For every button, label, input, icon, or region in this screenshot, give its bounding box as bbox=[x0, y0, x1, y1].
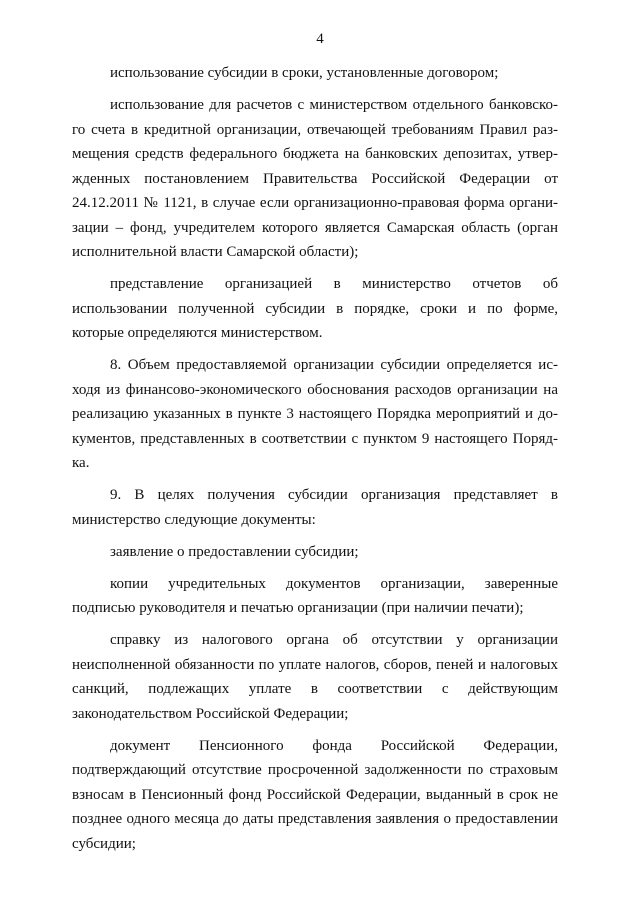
paragraph-line: субсидии; bbox=[72, 835, 136, 852]
paragraph-line: взносам в Пенсионный фонд Российской Федерации, выданный в срок не bbox=[72, 786, 558, 803]
paragraph-line: министерство следующие документы: bbox=[72, 511, 316, 528]
paragraph-line: использование для расчетов с министерством отдельного банковско- bbox=[110, 97, 558, 113]
page-number: 4 bbox=[316, 31, 324, 47]
paragraph bbox=[72, 628, 558, 726]
paragraph-line: копии учредительных документов организации, заверенные bbox=[110, 575, 558, 592]
paragraph-line: подтверждающий отсутствие просроченной задолженности по страховым bbox=[72, 762, 558, 778]
paragraph-line: го счета в кредитной организации, отвечающей требованиям Правил раз- bbox=[72, 121, 558, 138]
paragraph-line: зации – фонд, учредителем которого является Самарская область (орган bbox=[72, 219, 558, 236]
paragraph-line: ка. bbox=[72, 455, 90, 471]
paragraph bbox=[72, 353, 558, 476]
paragraph-line: исполнительной власти Самарской области); bbox=[72, 244, 359, 260]
paragraph-line: позднее одного месяца до даты представления заявления о предоставлении bbox=[72, 811, 558, 827]
paragraph-line: жденных постановлением Правительства Российской Федерации от bbox=[72, 170, 558, 187]
paragraph-line: неисполненной обязанности по уплате налогов, сборов, пеней и налоговых bbox=[72, 656, 558, 673]
paragraph-line: заявление о предоставлении субсидии; bbox=[110, 543, 359, 560]
paragraph-line: кументов, представленных в соответствии с пунктом 9 настоящего Поряд- bbox=[72, 430, 558, 447]
paragraph-line: подписью руководителя и печатью организации (при наличии печати); bbox=[72, 600, 524, 616]
paragraph bbox=[72, 483, 558, 532]
paragraph-line: 24.12.2011 № 1121, в случае если организационно-правовая форма органи- bbox=[72, 195, 558, 211]
paragraph bbox=[72, 61, 558, 86]
paragraph-line: ходя из финансово-экономического обоснования расходов организации на bbox=[72, 381, 558, 398]
paragraph-line: мещения средств федерального бюджета на банковских депозитах, утвер- bbox=[72, 146, 558, 162]
paragraph-line: представление организацией в министерство отчетов об bbox=[110, 276, 558, 292]
document-body bbox=[72, 61, 558, 864]
paragraph bbox=[72, 272, 558, 346]
paragraph bbox=[72, 572, 558, 621]
paragraph-line: санкций, подлежащих уплате в соответствии с действующим bbox=[72, 681, 558, 697]
paragraph bbox=[72, 540, 558, 565]
paragraph-line: законодательством Российской Федерации; bbox=[72, 705, 349, 722]
paragraph-line: использовании полученной субсидии в порядке, сроки и по форме, bbox=[72, 300, 558, 317]
paragraph-line: документ Пенсионного фонда Российской Федерации, bbox=[110, 737, 558, 754]
paragraph-line: реализацию указанных в пункте 3 настоящего Порядка мероприятий и до- bbox=[72, 406, 558, 422]
paragraph-line: 8. Объем предоставляемой организации субсидии определяется ис- bbox=[110, 357, 558, 373]
paragraph-line: справку из налогового органа об отсутствии у организации bbox=[110, 632, 558, 648]
paragraph bbox=[72, 734, 558, 857]
paragraph-line: использование субсидии в сроки, установленные договором; bbox=[110, 65, 499, 81]
paragraph-line: 9. В целях получения субсидии организация представляет в bbox=[110, 487, 558, 503]
paragraph bbox=[72, 93, 558, 265]
paragraph-line: которые определяются министерством. bbox=[72, 325, 323, 341]
